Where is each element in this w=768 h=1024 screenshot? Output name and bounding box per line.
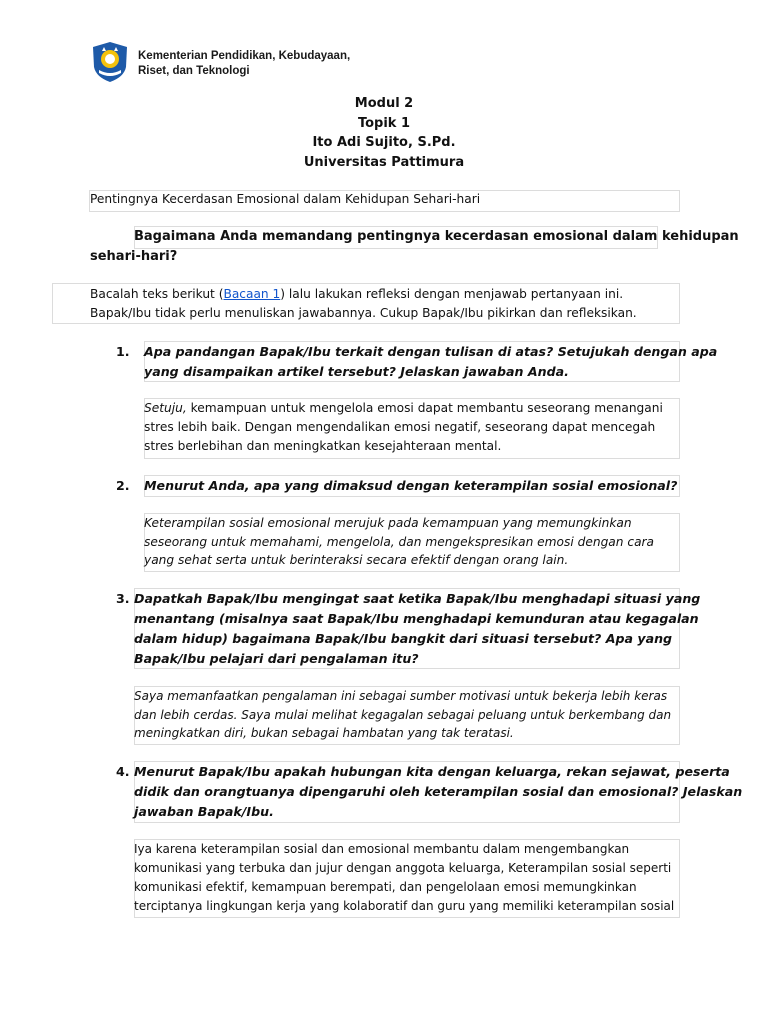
main-question-line1: Bagaimana Anda memandang pentingnya kecerdasan emosional dalam kehidupan [134,229,739,244]
university-name: Universitas Pattimura [303,154,465,170]
ministry-header [90,41,351,83]
answer-4-line2: komunikasi yang terbuka dan jujur dengan anggota keluarga, Keterampilan sosial seperti [134,861,672,875]
module-info [0,94,768,172]
answer-1-lead: Setuju, [144,401,187,415]
answer-3-line1: Saya memanfaatkan pengalaman ini sebagai sumber motivasi untuk bekerja lebih keras [134,689,668,703]
instruction-line2: Bapak/Ibu tidak perlu menuliskan jawabannya. Cukup Bapak/Ibu pikirkan dan refleksikan. [90,306,637,320]
answer-2-line1: Keterampilan sosial emosional merujuk pada kemampuan yang memungkinkan [144,516,632,530]
instruction-line1 [90,285,623,304]
question-4-number: 4. [116,764,130,779]
author-name: Ito Adi Sujito, S.Pd. [312,135,456,150]
answer-3-line2: dan lebih cerdas. Saya mulai melihat kegagalan sebagai peluang untuk berkembang dan [134,708,672,722]
question-3-line4: Bapak/Ibu pelajari dari pengalaman itu? [134,651,419,666]
question-3-line3: dalam hidup) bagaimana Bapak/Ibu bangkit dari situasi tersebut? Apa yang [134,631,673,646]
question-2-line1: Menurut Anda, apa yang dimaksud dengan keterampilan sosial emosional? [144,478,678,493]
main-question-line2: sehari-hari? [90,249,178,264]
answer-2-line2: seseorang untuk memahami, mengelola, dan mengekspresikan emosi dengan cara [144,535,655,549]
question-1-line2: yang disampaikan artikel tersebut? Jelaskan jawaban Anda. [144,364,569,379]
question-4-line2: didik dan orangtuanya dipengaruhi oleh keterampilan sosial dan emosional? Jelaskan [134,784,743,799]
instruction-prefix: Bacalah teks berikut ( [90,287,224,301]
answer-1-line3: stres berlebihan dan meningkatkan kesejahteraan mental. [144,439,502,453]
answer-1-line2: stres lebih baik. Dengan mengendalikan emosi negatif, seseorang dapat mencegah [144,420,656,434]
answer-4-line3: komunikasi efektif, kemampuan berempati, dan pengelolaan emosi memungkinkan [134,880,637,894]
bacaan-link[interactable]: Bacaan 1 [223,287,281,301]
ministry-name [138,49,351,79]
question-4-line3: jawaban Bapak/Ibu. [134,804,274,819]
section-subtitle: Pentingnya Kecerdasan Emosional dalam Kehidupan Sehari-hari [90,192,481,206]
module-title: Modul 2 [354,96,414,111]
answer-1-line1-rest: kemampuan untuk mengelola emosi dapat membantu seseorang menangani [186,401,663,415]
question-4-line1: Menurut Bapak/Ibu apakah hubungan kita dengan keluarga, rekan sejawat, peserta [134,764,730,779]
answer-3-line3: meningkatkan diri, bukan sebagai hambatan yang tak teratasi. [134,726,514,740]
answer-4-line4: terciptanya lingkungan kerja yang kolaboratif dan guru yang memiliki keterampilan sosial [134,899,675,913]
question-1-number: 1. [116,344,130,359]
question-1-line1: Apa pandangan Bapak/Ibu terkait dengan tulisan di atas? Setujukah dengan apa [144,344,718,359]
ministry-name-line2: Riset, dan Teknologi [138,65,250,77]
instruction-suffix: ) lalu lakukan refleksi dengan menjawab pertanyaan ini. [280,287,624,301]
question-2-number: 2. [116,478,130,493]
answer-4-line1: Iya karena keterampilan sosial dan emosional membantu dalam mengembangkan [134,842,630,856]
question-3-number: 3. [116,591,130,606]
answer-2-line3: yang sehat serta untuk berinteraksi secara efektif dengan orang lain. [144,553,569,567]
answer-1-line1 [144,399,663,418]
ministry-name-line1: Kementerian Pendidikan, Kebudayaan, [138,50,351,62]
topic-title: Topik 1 [357,115,411,131]
ministry-logo-icon [90,41,130,83]
question-3-line1: Dapatkah Bapak/Ibu mengingat saat ketika Bapak/Ibu menghadapi situasi yang [134,591,701,606]
question-3-line2: menantang (misalnya saat Bapak/Ibu menghadapi kemunduran atau kegagalan [134,611,699,626]
